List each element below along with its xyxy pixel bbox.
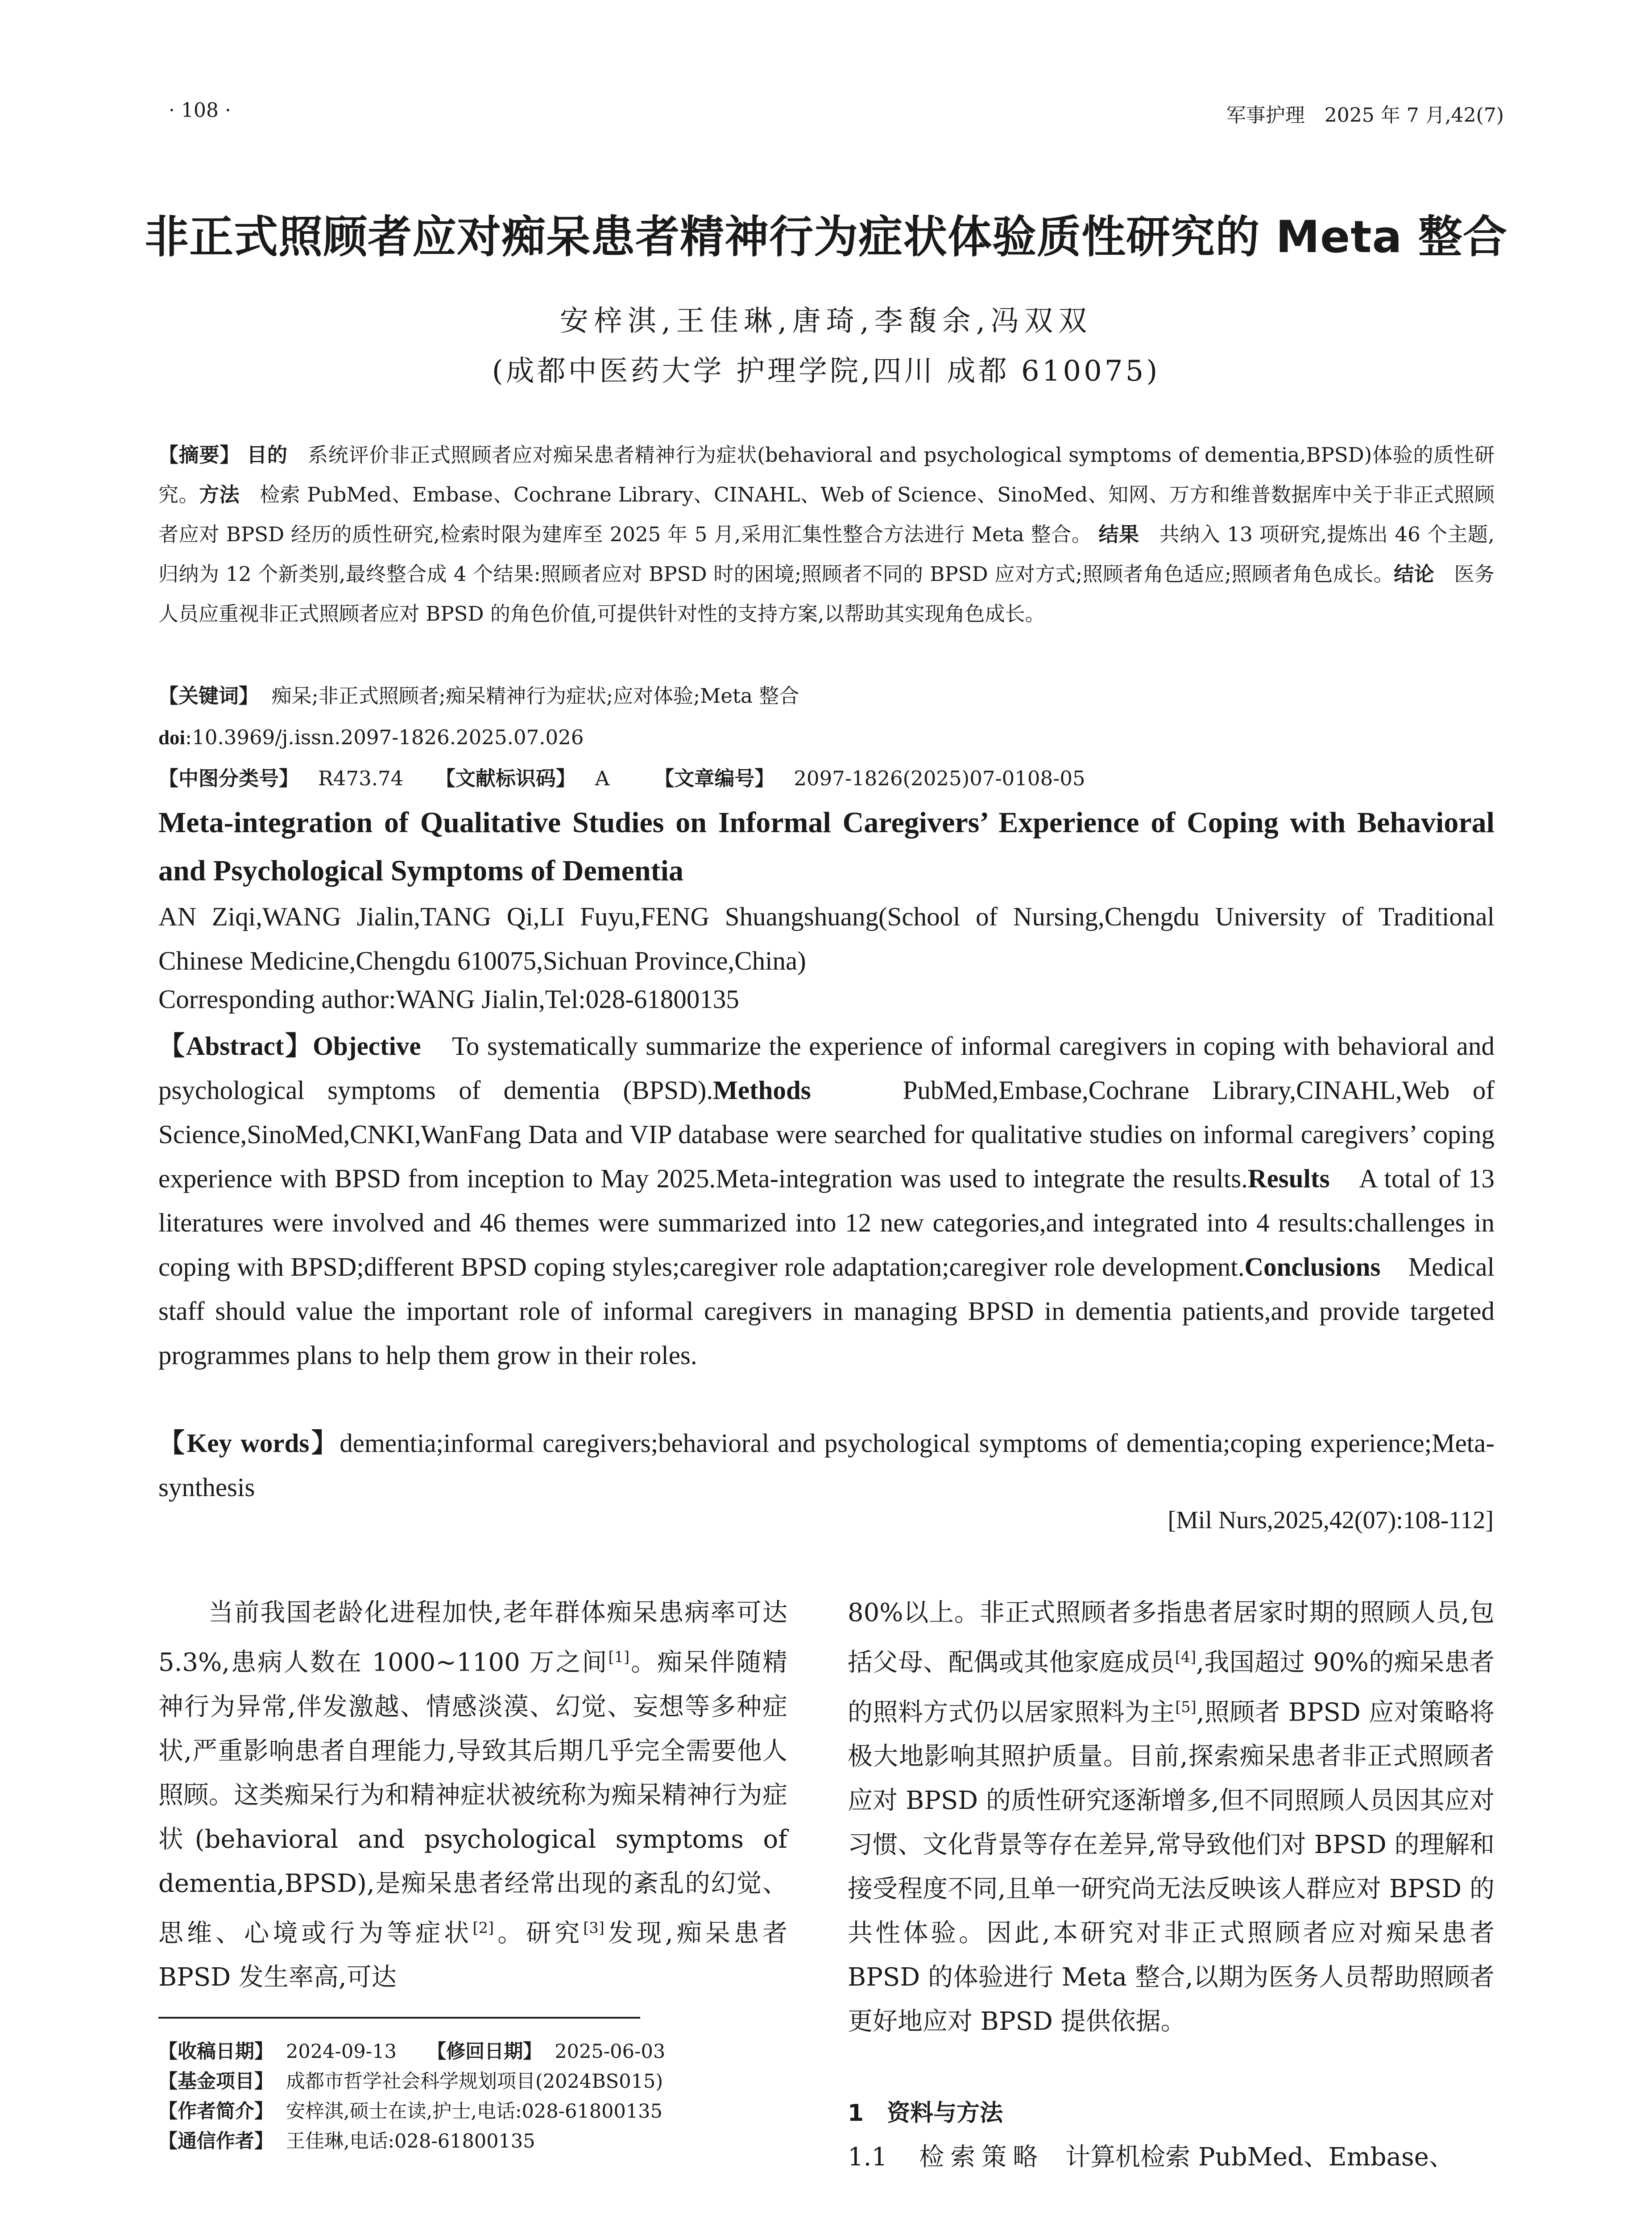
doc-code-value: A — [595, 767, 610, 790]
objective-text: 系统评价非正式照顾者应对痴呆患者精神行为症状(behavioral and psychological symptoms of dementia,BPSD)体验的质性研究。 — [158, 443, 1495, 506]
doi-text: :10.3969/j.issn.2097-1826.2025.07.026 — [185, 726, 584, 749]
doi-label: doi — [158, 726, 186, 749]
subsection-title: 检索策略 — [919, 2143, 1044, 2172]
abstract-cn-label: 【摘要】 — [158, 443, 240, 467]
body-text: 当前我国老龄化进程加快,老年群体痴呆患病率可达 5.3%,患病人数在 1000~1100 万之间 — [158, 1598, 787, 1677]
section-heading-1: 1 资料与方法 — [848, 2100, 1003, 2127]
methods-en-label: Methods — [713, 1075, 811, 1105]
received-date: 2024-09-13 — [286, 2040, 397, 2063]
reference-1[interactable]: [1] — [608, 1648, 630, 1666]
reference-5[interactable]: [5] — [1175, 1698, 1197, 1716]
affiliation: (成都中医药大学 护理学院,四川 成都 610075) — [492, 355, 1160, 388]
subsection-text: 计算机检索 PubMed、Embase、 — [1065, 2143, 1454, 2172]
conclusion-text: 医务人员应重视非正式照顾者应对 BPSD 的角色价值,可提供针对性的支持方案,以帮助其实现角色成长。 — [158, 562, 1495, 626]
abstract-cn — [158, 435, 1495, 634]
conclusion-label: 结论 — [1394, 562, 1435, 586]
reference-3[interactable]: [3] — [583, 1919, 604, 1937]
reference-4[interactable]: [4] — [1175, 1648, 1197, 1666]
author-bio-text: 安梓淇,硕士在读,护士,电话:028-61800135 — [286, 2100, 662, 2123]
body-text: 80%以上。非正式照顾者多指患者居家时期的照顾人员,包括父母、配偶或其他家庭成员 — [848, 1598, 1495, 1677]
page-number: · 108 · — [169, 99, 231, 122]
corresponding-author: Corresponding author:WANG Jialin,Tel:028-61800135 — [158, 984, 739, 1014]
body-text: 。痴呆伴随精神行为异常,伴发激越、情感淡漠、幻觉、妄想等多种症状,严重影响患者自理能力,导致其后期几乎完全需要他人照顾。这类痴呆行为和精神症状被统称为痴呆精神行为症状(behavioral and psychological symptoms of dementia,BPSD),是痴呆患者经常出现的紊乱的幻觉、思维、心境或行为等症状 — [158, 1648, 788, 1948]
citation: [Mil Nurs,2025,42(07):108-112] — [1168, 1506, 1494, 1534]
clc-value: R473.74 — [318, 767, 404, 790]
footnotes — [158, 2037, 787, 2156]
footnote-dates — [158, 2037, 787, 2067]
revised-label: 【修回日期】 — [427, 2040, 542, 2063]
doc-code-label: 【文献标识码】 — [435, 767, 576, 790]
body-text: ,我国超过 90%的痴呆患者的照料方式仍以居家照料为主 — [848, 1648, 1495, 1727]
footnote-fund — [158, 2067, 787, 2097]
authors: 安梓淇,王佳琳,唐琦,李馥余,冯双双 — [559, 305, 1093, 338]
classification-line — [158, 759, 1495, 798]
body-text: 。研究 — [494, 1919, 584, 1948]
keywords-en — [158, 1421, 1495, 1509]
methods-label: 方法 — [199, 483, 240, 506]
body-text: ,照顾者 BPSD 应对策略将极大地影响其照护质量。目前,探索痴呆患者非正式照顾者应对 BPSD 的质性研究逐渐增多,但不同照顾人员因其应对习惯、文化背景等存在差异,常导致他们对 BPSD 的理解和接受程度不同,且单一研究尚无法反映该人群应对 BPSD 的共性体验。因此,本研究对非正式照顾者应对痴呆患者 BPSD 的体验进行 Meta 整合,以期为医务人员帮助照顾者更好地应对 BPSD 提供依据。 — [848, 1698, 1495, 2036]
article-no-value: 2097-1826(2025)07-0108-05 — [794, 767, 1085, 790]
article-no-label: 【文章编号】 — [654, 767, 775, 790]
corr-label: 【通信作者】 — [158, 2130, 273, 2152]
keywords-cn-label: 【关键词】 — [158, 684, 259, 708]
abstract-en-label: 【Abstract】 — [158, 1031, 313, 1061]
subsection-number: 1.1 — [848, 2143, 888, 2172]
body-column-left — [158, 1591, 787, 1999]
objective-label: 目的 — [247, 443, 288, 467]
footnote-divider — [158, 2017, 640, 2019]
author-bio-label: 【作者简介】 — [158, 2100, 273, 2123]
paper-title: 非正式照顾者应对痴呆患者精神行为症状体验质性研究的 Meta 整合 — [145, 211, 1507, 263]
clc-label: 【中图分类号】 — [158, 767, 299, 790]
journal-header: 军事护理 2025 年 7 月,42(7) — [1226, 104, 1504, 127]
reference-2[interactable]: [2] — [472, 1919, 494, 1937]
footnote-author — [158, 2097, 787, 2127]
english-title: Meta-integration of Qualitative Studies on Informal Caregivers’ Experience of Coping with Behavioral and Psychological Symptoms of Dementia — [158, 806, 1495, 887]
revised-date: 2025-06-03 — [555, 2040, 666, 2063]
abstract-en — [158, 1024, 1495, 1377]
keywords-en-label: 【Key words】 — [158, 1428, 340, 1458]
objective-en-text: To systematically summarize the experience of informal caregivers in coping with behavioral and psychological symptoms of dementia (BPSD). — [158, 1031, 1495, 1105]
methods-text: 检索 PubMed、Embase、Cochrane Library、CINAHL、Web of Science、SinoMed、知网、万方和维普数据库中关于非正式照顾者应对 BPSD 经历的质性研究,检索时限为建库至 2025 年 5 月,采用汇集性整合方法进行 Meta 整合。 — [158, 483, 1495, 546]
results-text: 共纳入 13 项研究,提炼出 46 个主题,归纳为 12 个新类别,最终整合成 4 个结果:照顾者应对 BPSD 时的困境;照顾者不同的 BPSD 应对方式;照顾者角色适应;照顾者角色成长。 — [158, 523, 1495, 586]
keywords-en-text: dementia;informal caregivers;behavioral and psychological symptoms of dementia;coping experience;Meta-synthesis — [158, 1428, 1495, 1502]
conclusions-en-label: Conclusions — [1244, 1252, 1381, 1281]
english-authors: AN Ziqi,WANG Jialin,TANG Qi,LI Fuyu,FENG Shuangshuang(School of Nursing,Chengdu University of Traditional Chinese Medicine,Chengdu 610075,Sichuan Province,China) — [158, 902, 1495, 975]
subsection-1-1 — [848, 2137, 1495, 2173]
fund-text: 成都市哲学社会科学规划项目(2024BS015) — [286, 2070, 663, 2093]
body-column-right — [848, 1591, 1495, 2044]
received-label: 【收稿日期】 — [158, 2040, 273, 2063]
keywords-cn — [158, 676, 1495, 716]
objective-en-label: Objective — [313, 1031, 421, 1061]
results-en-label: Results — [1247, 1164, 1330, 1193]
conclusions-en-text: Medical staff should value the important role of informal caregivers in managing BPSD in dementia patients,and provide targeted programmes plans to help them grow in their roles. — [158, 1252, 1495, 1370]
methods-en-text: PubMed,Embase,Cochrane Library,CINAHL,Web of Science,SinoMed,CNKI,WanFang Data and VIP database were searched for qualitative studies on informal caregivers’ coping experience with BPSD from inception to May 2025.Meta-integration was used to integrate the results. — [158, 1075, 1495, 1193]
results-label: 结果 — [1098, 523, 1139, 546]
keywords-cn-text: 痴呆;非正式照顾者;痴呆精神行为症状;应对体验;Meta 整合 — [271, 684, 799, 708]
corr-text: 王佳琳,电话:028-61800135 — [286, 2130, 535, 2152]
footnote-corresponding — [158, 2127, 787, 2156]
doi — [158, 717, 1495, 758]
results-en-text: A total of 13 literatures were involved and 46 themes were summarized into 12 new categories,and integrated into 4 results:challenges in coping with BPSD;different BPSD coping styles;caregiver role adaptation;caregiver role development. — [158, 1164, 1495, 1281]
fund-label: 【基金项目】 — [158, 2070, 273, 2093]
body-text: 发现,痴呆患者 BPSD 发生率高,可达 — [158, 1919, 787, 1992]
